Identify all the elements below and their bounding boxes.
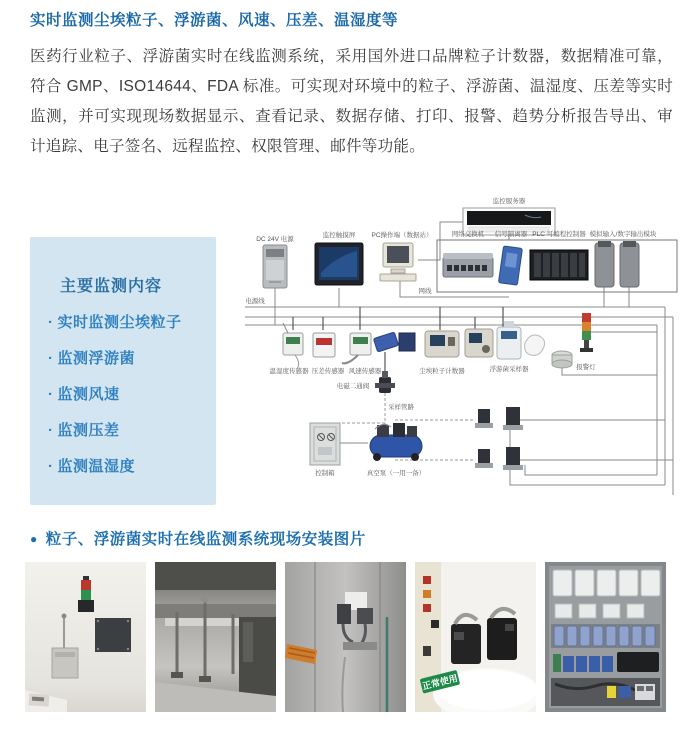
list-item: · 监测浮游菌 [48, 350, 136, 367]
pipe-label: 采样管路 [388, 404, 414, 411]
system-architecture-diagram [225, 185, 680, 517]
sensor-th-label: 温湿度传感器 [269, 368, 309, 375]
bullet-icon: · [48, 458, 54, 475]
io-module-devices [595, 241, 639, 287]
photo5-relay-row-1 [553, 570, 660, 596]
control-box-label: 控制箱 [315, 470, 335, 477]
photo5-isolator-row [551, 624, 660, 648]
monitor-item-list [48, 305, 182, 485]
sampling-valve-pair-1 [475, 407, 523, 430]
list-item: · 监测温湿度 [48, 458, 136, 475]
touchscreen-label: 监控触摸屏 [322, 232, 356, 239]
page-title: 实时监测尘埃粒子、浮游菌、风速、压差、温湿度等 [30, 12, 399, 29]
install-photo-1 [25, 562, 146, 712]
airborne-sampler-device [497, 321, 521, 359]
switch-label: 网络交换机 [451, 231, 485, 238]
control-box-device [310, 423, 340, 465]
pump-label: 真空泵（一用一备） [366, 470, 426, 477]
plc-device [530, 250, 588, 280]
install-photo-4 [415, 562, 536, 712]
sensor-ws-label: 风速传感器 [348, 368, 382, 375]
isolator-label: 信号隔离器 [494, 231, 528, 238]
pressure-sensor-device [313, 333, 335, 357]
install-photo-row [25, 562, 675, 712]
particle-counter-device [425, 331, 459, 357]
bullet-icon: · [48, 350, 54, 367]
signal-isolator-device [498, 246, 522, 285]
photo1-wall-panel [95, 618, 131, 652]
bullet-icon: · [48, 386, 54, 403]
round-sensor-device [552, 351, 572, 368]
list-item: · 实时监测尘埃粒子 [48, 314, 182, 331]
bullet-icon: · [48, 422, 54, 439]
server-label: 监控服务器 [492, 198, 526, 205]
plc-label: PLC 可编程控制器 [532, 231, 586, 238]
vacuum-pump-device [370, 423, 422, 461]
particle-counter2-device [465, 329, 493, 357]
intro-paragraph: 医药行业粒子、浮游菌实时在线监测系统，采用国外进口品牌粒子计数器，数据精准可靠，符合 GMP、ISO14644、FDA 标准。可实现对环境中的粒子、浮游菌、温湿度、压差等实时监测，并可实现现场数据显示、查看记录、数据存储、打印、报警、趋势分析报告导出、审计追踪、电子签名、远程监控、权限管理、邮件等功能。 [30, 48, 673, 155]
wind-speed-sensor-device [342, 333, 371, 363]
net-line-label: 网线 [418, 288, 432, 295]
alarm-label: 报警灯 [576, 364, 596, 371]
panel-title: 主要监测内容 [60, 278, 163, 295]
power-supply-label: DC 24V 电源 [256, 236, 294, 243]
install-photo-2 [155, 562, 276, 712]
network-switch-device [443, 253, 493, 277]
bullet-icon: · [48, 314, 54, 331]
section-bullet-icon: ● [30, 532, 38, 546]
valve-label: 电磁二通阀 [336, 383, 370, 390]
touchscreen-device [315, 243, 363, 285]
list-item: · 监测压差 [48, 422, 120, 439]
gallery-header [30, 527, 670, 549]
airborne-sampler-label: 浮游菌采样器 [489, 366, 529, 373]
io-module-label: 模拟输入/数字输出模块 [589, 231, 657, 238]
power-supply-device [263, 245, 287, 288]
isolator-field-device [373, 332, 415, 352]
equipment-rack-box [437, 240, 677, 292]
install-photo-5 [545, 562, 666, 712]
monitor-content-panel [30, 237, 216, 505]
pc-workstation-device [380, 243, 416, 281]
aux-pump-device [525, 335, 545, 355]
gallery-title: 粒子、浮游菌实时在线监测系统现场安装图片 [45, 531, 366, 548]
power-line-label: 电源线 [245, 298, 265, 305]
list-item: · 监测风速 [48, 386, 120, 403]
sensor-dp-label: 压差传感器 [311, 368, 345, 375]
particle-counter-label: 尘埃粒子计数器 [419, 368, 465, 375]
svg-text:正常使用: 正常使用 [421, 673, 459, 692]
sampling-valve-pair-2 [475, 447, 523, 470]
pc-label: PC操作端（数据站） [371, 232, 433, 239]
install-photo-3 [285, 562, 406, 712]
photo5-wiring-area [551, 678, 660, 706]
